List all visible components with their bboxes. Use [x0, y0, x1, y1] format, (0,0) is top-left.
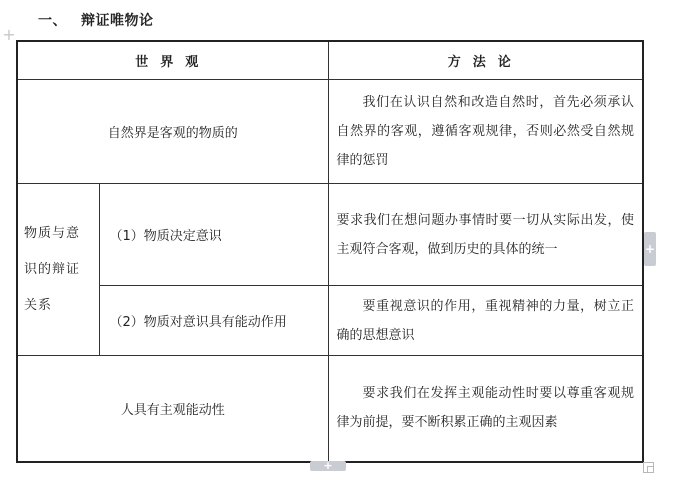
worldview-cell: （2）物质对意识具有能动作用 [99, 286, 328, 356]
section-title: 辩证唯物论 [81, 13, 154, 29]
dialectical-materialism-table [16, 40, 644, 463]
table-row [17, 356, 643, 462]
group-label-cell: 物质与意识的辩证关系 [17, 184, 99, 356]
methodology-cell: 要重视意识的作用，重视精神的力量，树立正确的思想意识 [328, 286, 643, 356]
header-worldview: 世界观 [17, 41, 328, 80]
worldview-cell: 人具有主观能动性 [17, 356, 328, 462]
table-resize-icon[interactable] [643, 462, 654, 473]
table-row [17, 184, 643, 286]
section-heading [38, 10, 154, 30]
table-row [17, 286, 643, 356]
methodology-cell: 我们在认识自然和改造自然时，首先必须承认自然界的客观，遵循客观规律，否则必然受自然规律的惩罚 [328, 80, 643, 184]
table-header-row [17, 41, 643, 80]
add-row-handle-icon[interactable]: + [310, 461, 346, 471]
methodology-cell: 要求我们在想问题办事情时要一切从实际出发，使主观符合客观，做到历史的具体的统一 [328, 184, 643, 286]
worldview-cell: （1）物质决定意识 [99, 184, 328, 286]
header-methodology: 方法论 [328, 41, 643, 80]
add-column-handle-icon[interactable]: + [644, 232, 656, 266]
methodology-cell: 要求我们在发挥主观能动性时要以尊重客观规律为前提，要不断积累正确的主观因素 [328, 356, 643, 462]
section-number: 一、 [38, 13, 67, 29]
add-row-above-icon[interactable]: + [2, 25, 16, 44]
table-row [17, 80, 643, 184]
worldview-cell: 自然界是客观的物质的 [17, 80, 328, 184]
